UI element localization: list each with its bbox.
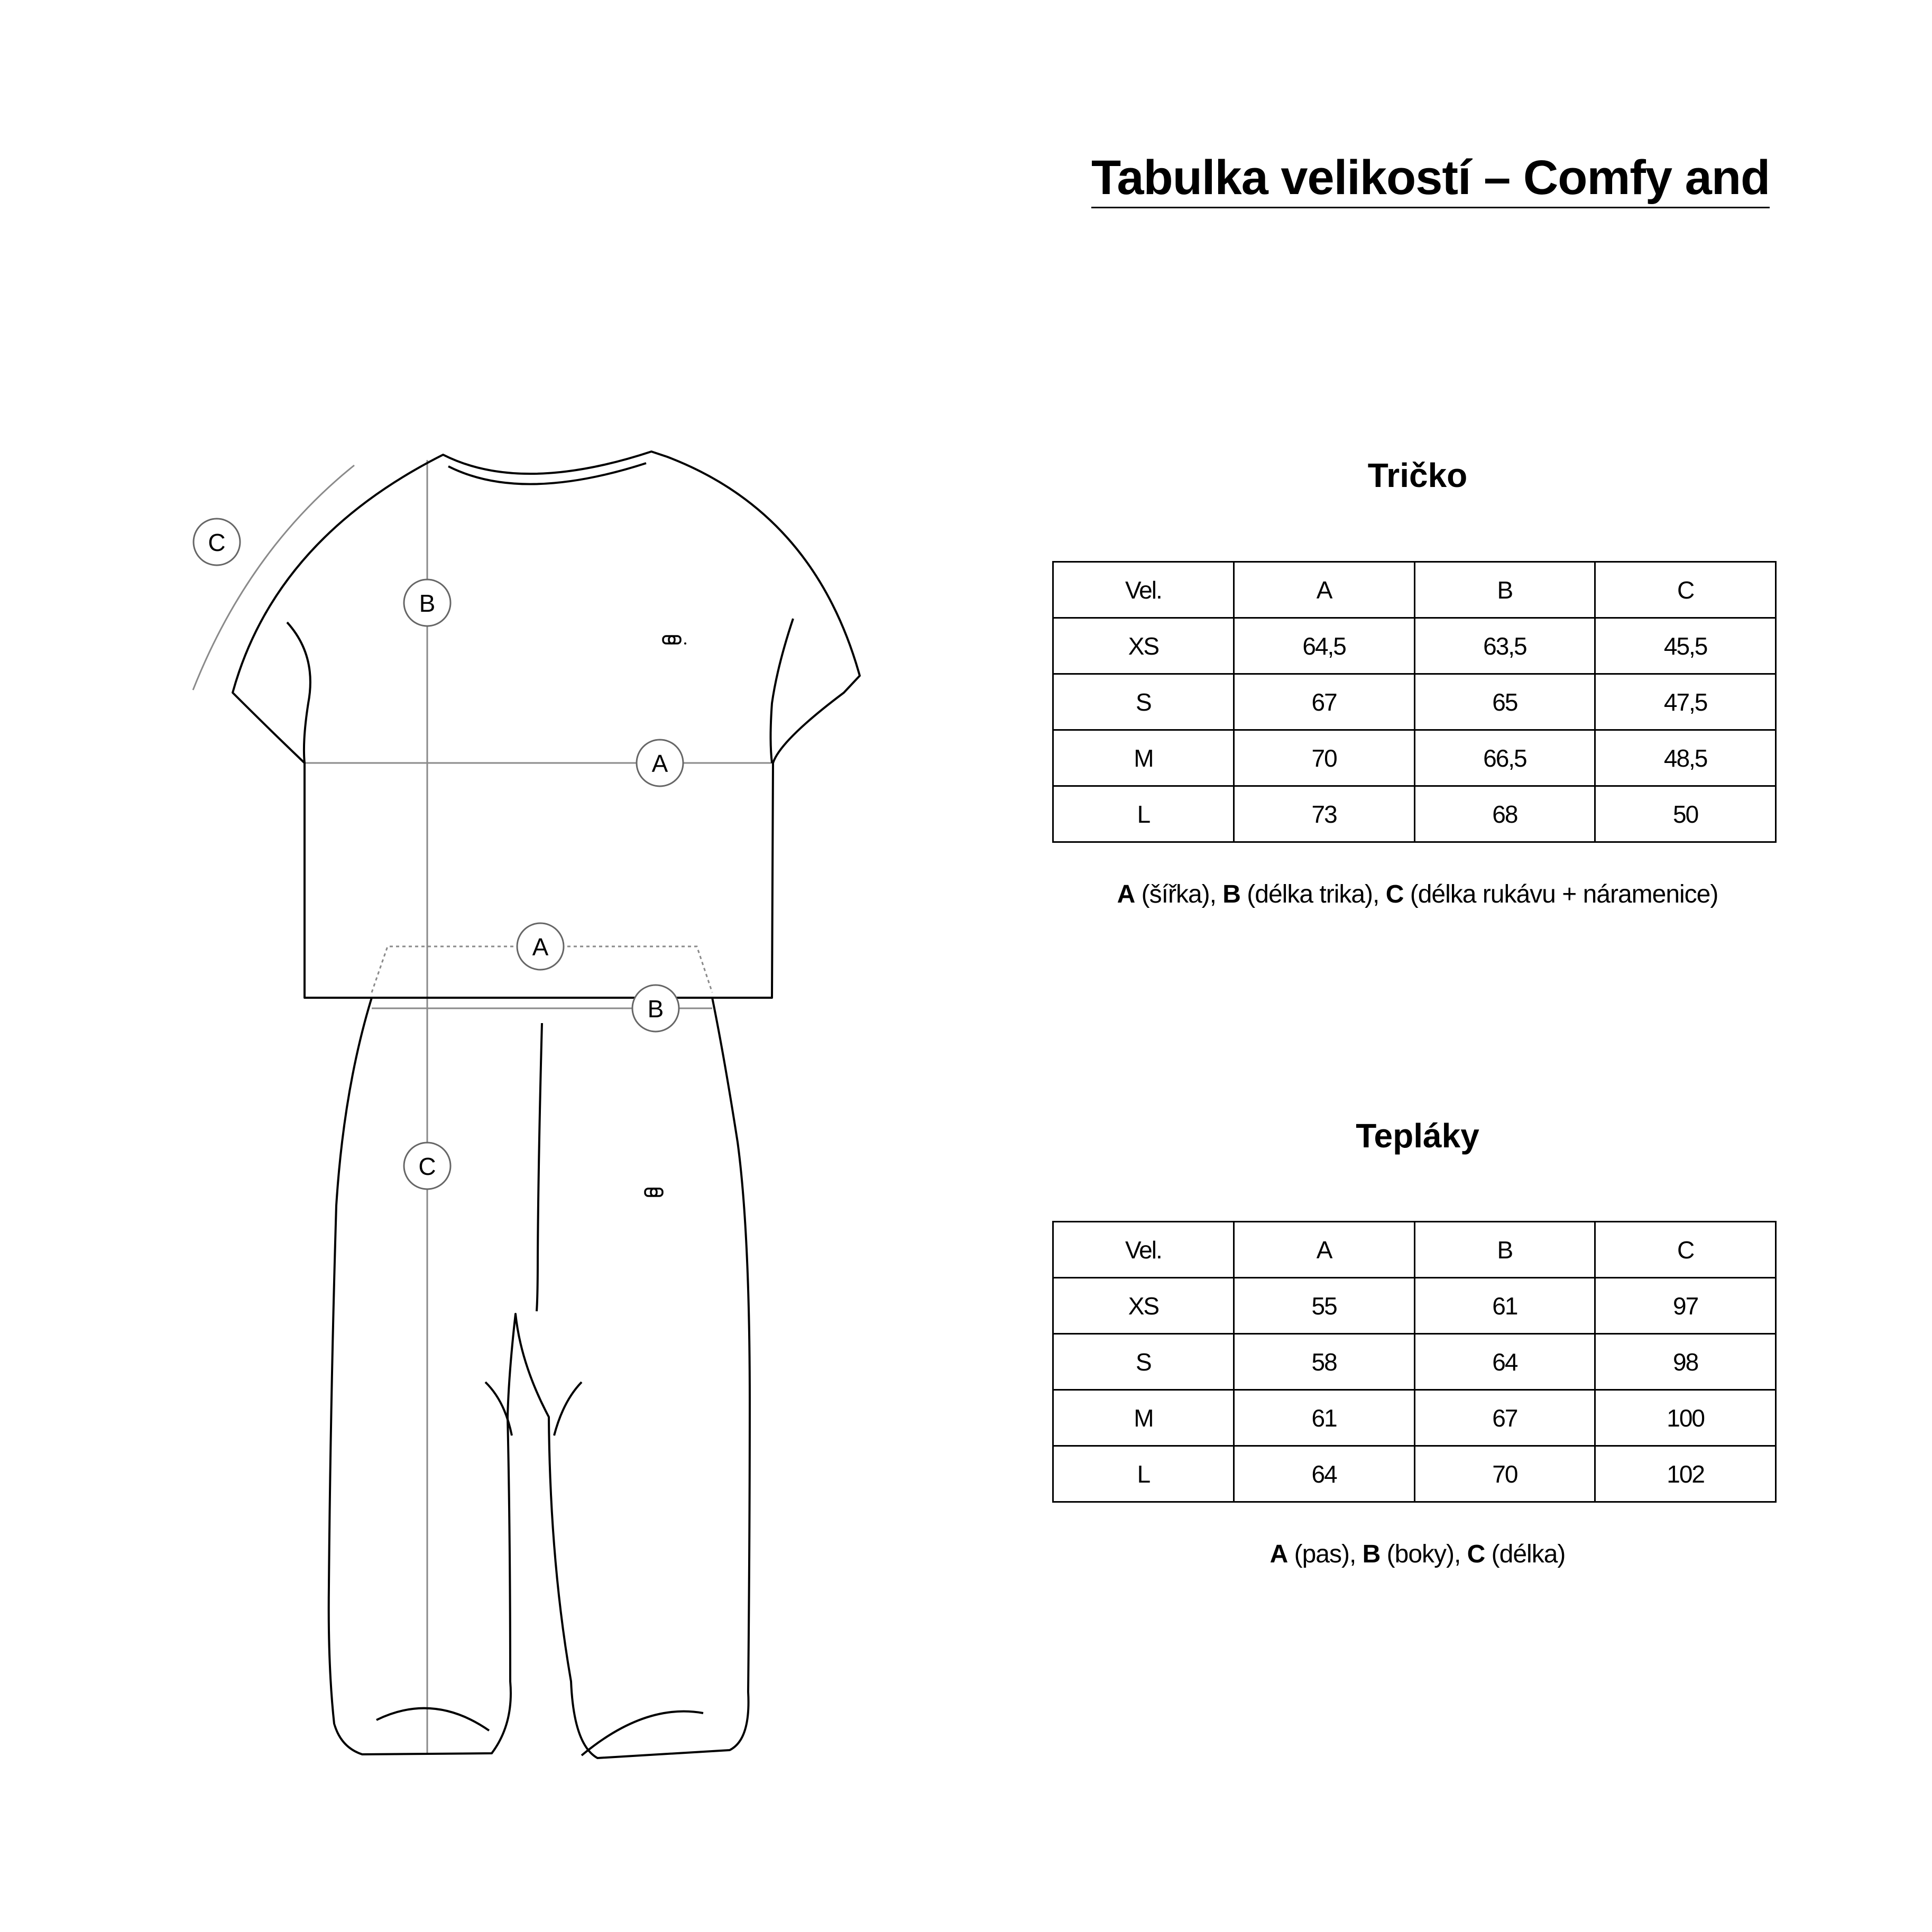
measurement-guides — [193, 460, 772, 1754]
page-title: Tabulka velikostí – Comfy and — [1091, 152, 1770, 208]
value-cell: 64 — [1414, 1334, 1595, 1390]
value-cell: 67 — [1234, 674, 1414, 730]
legend-key: B — [1222, 880, 1240, 908]
pants-left-cuff — [376, 1708, 489, 1731]
table-header-row — [1053, 562, 1776, 618]
pants-right-pocket — [554, 1382, 582, 1436]
table-row — [1053, 1334, 1776, 1390]
value-cell: 48,5 — [1595, 730, 1776, 786]
size-cell: M — [1053, 1390, 1234, 1446]
sleeve-length-guide — [193, 465, 354, 690]
marker-label: C — [208, 529, 226, 556]
legend-desc: (pas), — [1287, 1540, 1363, 1568]
value-cell: 61 — [1234, 1390, 1414, 1446]
header-cell: A — [1234, 1222, 1414, 1278]
tshirt-size-table — [1052, 561, 1777, 843]
value-cell: 64 — [1234, 1446, 1414, 1502]
value-cell: 64,5 — [1234, 618, 1414, 674]
marker-label: C — [418, 1153, 436, 1180]
value-cell: 98 — [1595, 1334, 1776, 1390]
marker-pants-c — [404, 1143, 450, 1189]
tshirt-body-outline — [233, 452, 860, 998]
table-row — [1053, 1278, 1776, 1334]
size-cell: L — [1053, 786, 1234, 842]
legend-desc: (šířka), — [1135, 880, 1223, 908]
table-row — [1053, 786, 1776, 842]
pants-center-seam — [537, 1023, 542, 1311]
marker-label: B — [647, 995, 664, 1023]
value-cell: 63,5 — [1414, 618, 1595, 674]
legend-key: B — [1362, 1540, 1381, 1568]
size-cell: L — [1053, 1446, 1234, 1502]
legend-key: A — [1117, 880, 1135, 908]
pants-size-table — [1052, 1221, 1777, 1503]
table-row — [1053, 618, 1776, 674]
marker-tshirt-a — [637, 740, 683, 786]
value-cell: 65 — [1414, 674, 1595, 730]
value-cell: 100 — [1595, 1390, 1776, 1446]
value-cell: 61 — [1414, 1278, 1595, 1334]
value-cell: 45,5 — [1595, 618, 1776, 674]
marker-tshirt-b — [404, 579, 450, 626]
size-cell: XS — [1053, 618, 1234, 674]
table-header-row — [1053, 1222, 1776, 1278]
marker-label: B — [419, 590, 436, 617]
pants-drawing — [329, 998, 750, 1758]
size-cell: S — [1053, 674, 1234, 730]
header-cell: B — [1414, 1222, 1595, 1278]
header-cell: Vel. — [1053, 562, 1234, 618]
header-cell: C — [1595, 1222, 1776, 1278]
tshirt-right-sleeve-seam — [771, 619, 794, 763]
value-cell: 58 — [1234, 1334, 1414, 1390]
legend-desc: (délka trika), — [1240, 880, 1386, 908]
table-row — [1053, 730, 1776, 786]
value-cell: 102 — [1595, 1446, 1776, 1502]
value-cell: 73 — [1234, 786, 1414, 842]
legend-key: C — [1467, 1540, 1485, 1568]
value-cell: 70 — [1414, 1446, 1595, 1502]
marker-label: A — [532, 933, 549, 961]
value-cell: 70 — [1234, 730, 1414, 786]
pants-legend — [1052, 1540, 1783, 1569]
brand-logo-pants — [645, 1189, 663, 1196]
size-cell: XS — [1053, 1278, 1234, 1334]
value-cell: 47,5 — [1595, 674, 1776, 730]
value-cell: 66,5 — [1414, 730, 1595, 786]
marker-pants-a — [517, 923, 564, 970]
marker-sleeve-c — [194, 519, 240, 565]
header-cell: C — [1595, 562, 1776, 618]
legend-desc: (boky), — [1380, 1540, 1467, 1568]
table-row — [1053, 1390, 1776, 1446]
legend-desc: (délka rukávu + náramenice) — [1403, 880, 1718, 908]
value-cell: 55 — [1234, 1278, 1414, 1334]
header-cell: Vel. — [1053, 1222, 1234, 1278]
header-cell: A — [1234, 562, 1414, 618]
marker-label: A — [651, 750, 668, 777]
tshirt-section-title: Tričko — [1367, 456, 1468, 494]
value-cell: 97 — [1595, 1278, 1776, 1334]
tshirt-left-sleeve-seam — [287, 622, 310, 763]
pants-section-title: Tepláky — [1356, 1117, 1479, 1155]
table-row — [1053, 674, 1776, 730]
legend-key: C — [1385, 880, 1404, 908]
pants-right-cuff — [582, 1712, 703, 1755]
value-cell: 68 — [1414, 786, 1595, 842]
legend-key: A — [1269, 1540, 1288, 1568]
header-cell: B — [1414, 562, 1595, 618]
size-cell: S — [1053, 1334, 1234, 1390]
tshirt-legend — [1052, 880, 1783, 909]
brand-logo-tshirt — [663, 636, 686, 645]
size-cell: M — [1053, 730, 1234, 786]
table-row — [1053, 1446, 1776, 1502]
value-cell: 50 — [1595, 786, 1776, 842]
marker-pants-b — [632, 985, 679, 1032]
tshirt-drawing — [233, 452, 860, 998]
legend-desc: (délka) — [1485, 1540, 1566, 1568]
value-cell: 67 — [1414, 1390, 1595, 1446]
